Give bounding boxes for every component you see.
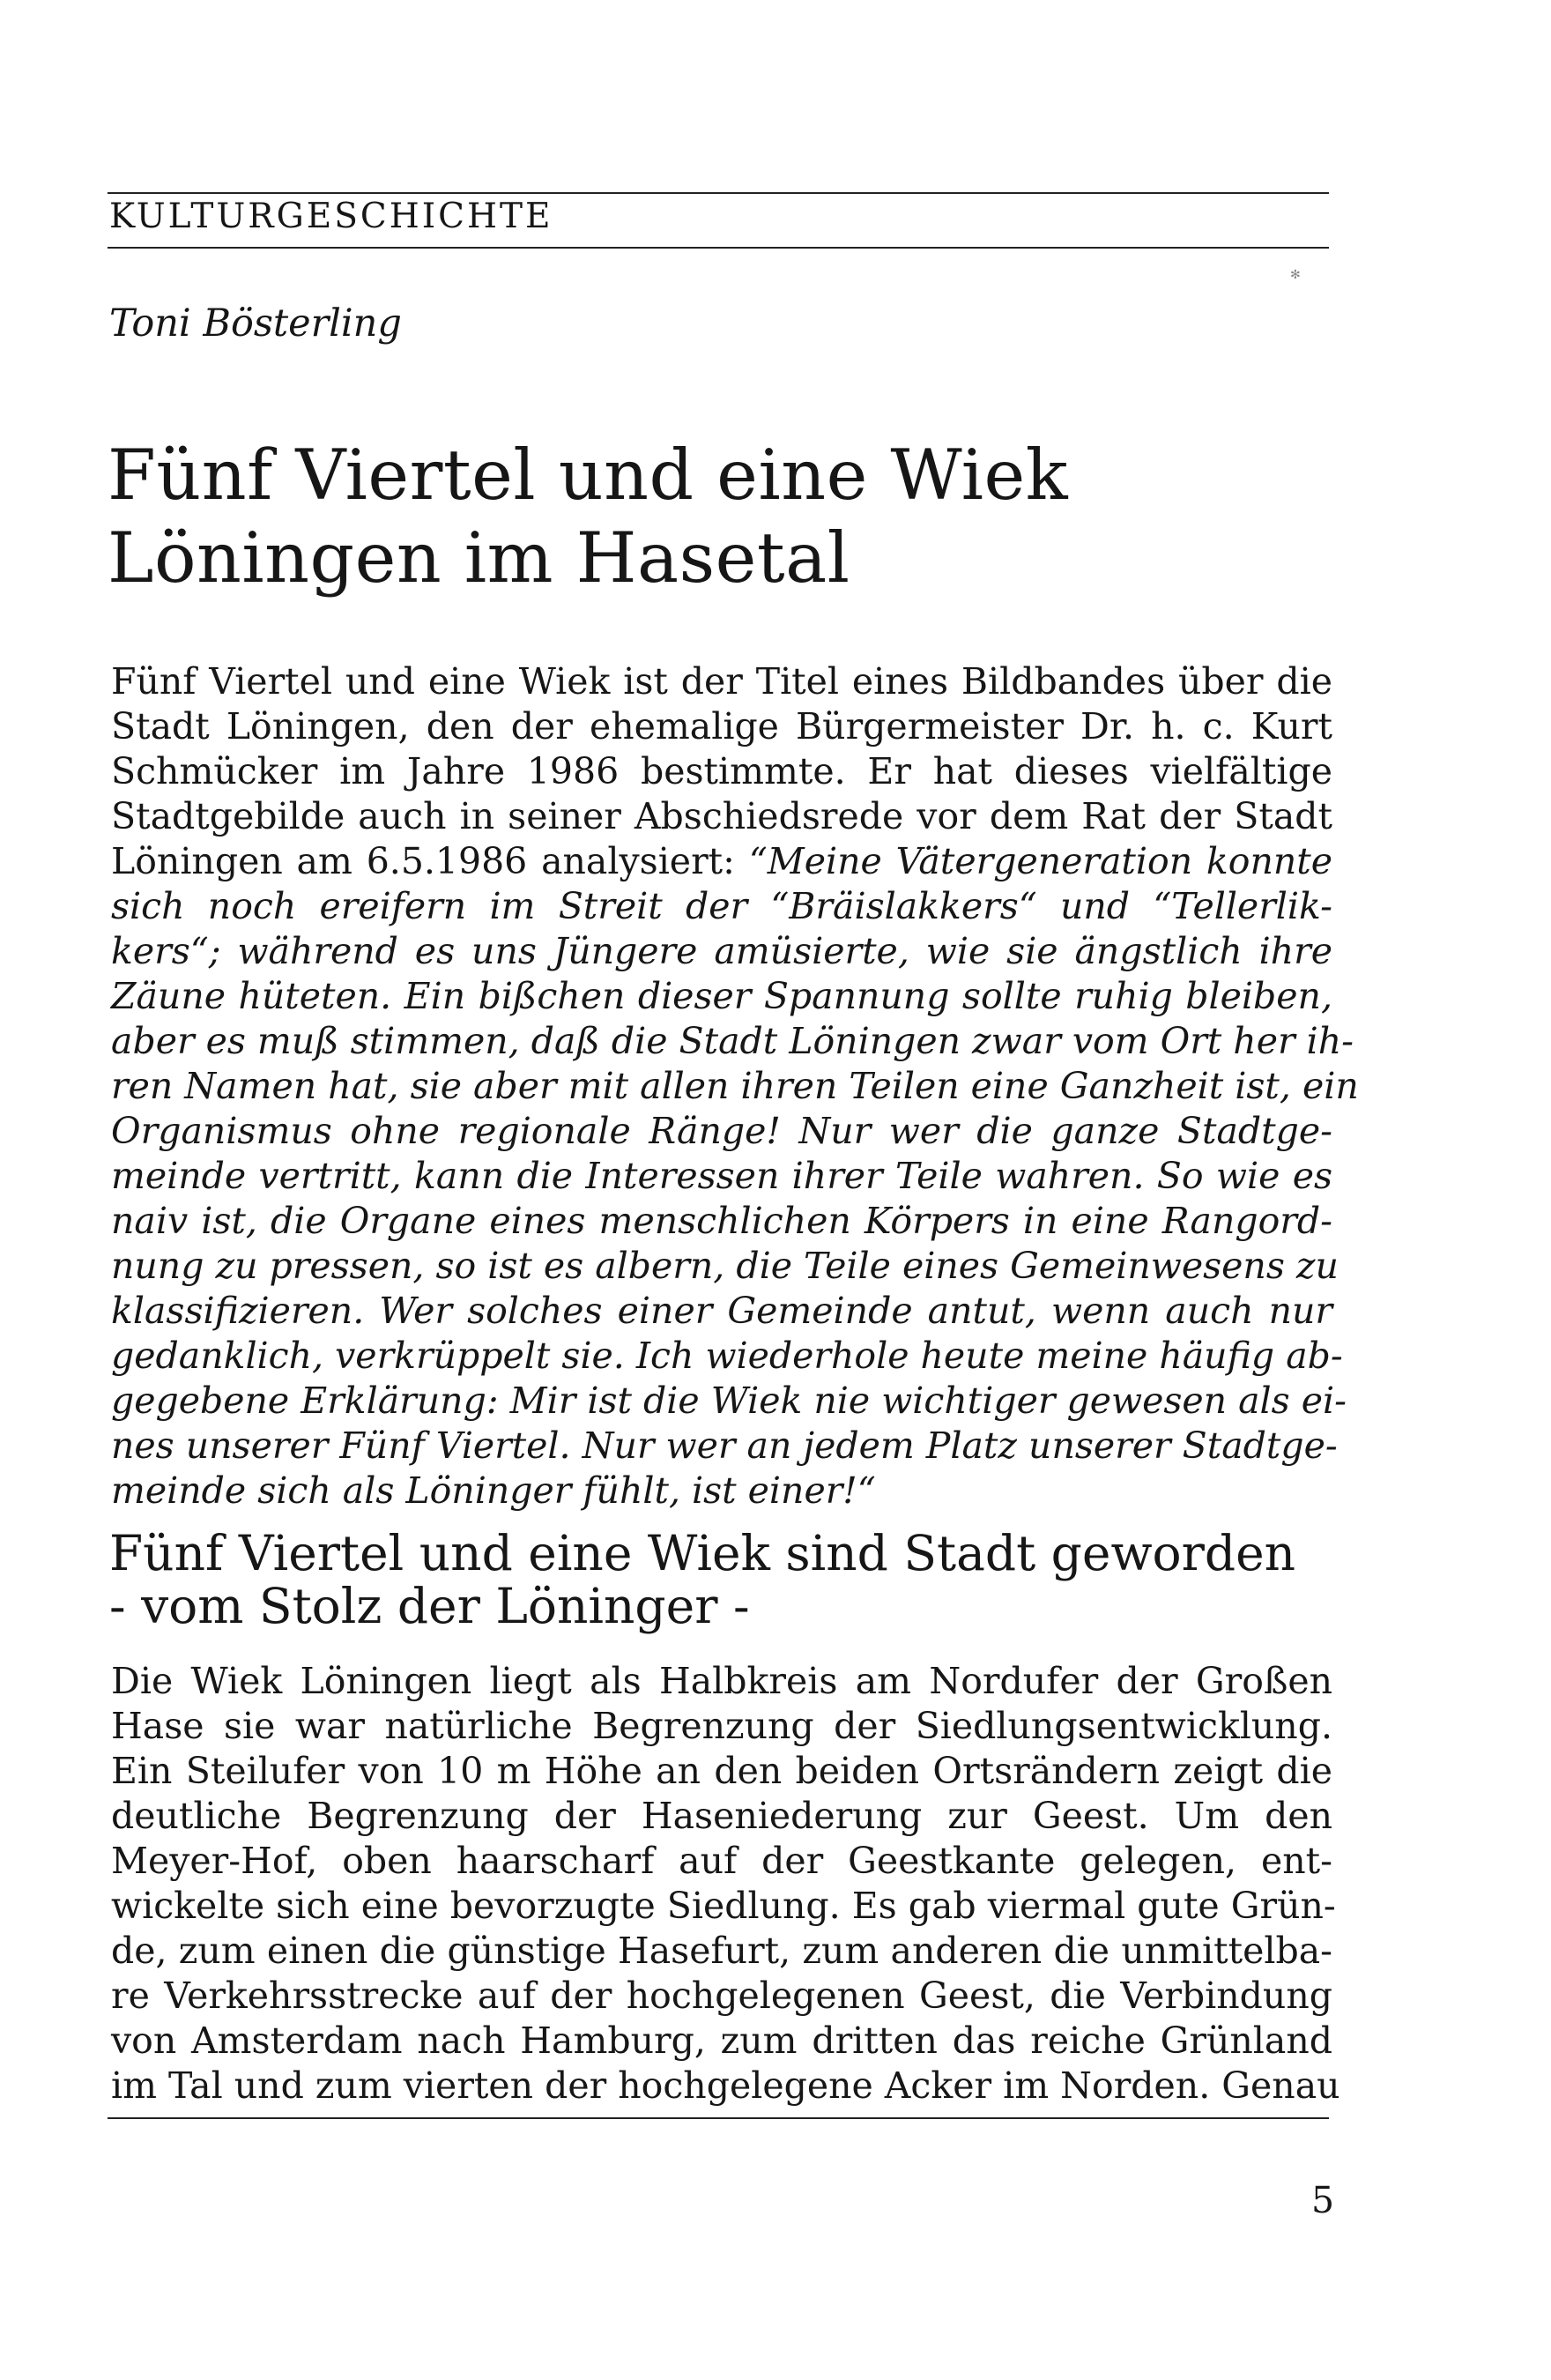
text-line: [111, 839, 1332, 884]
body-paragraph: [111, 1659, 1340, 2109]
text-line: Ein Steilufer von 10 m Höhe an den beiden Ortsrändern zeigt die: [111, 1750, 1332, 1792]
text-line: Schmücker im Jahre 1986 bestimmte. Er hat dieses vielfältige: [111, 750, 1332, 792]
quote-line: gedanklich, verkrüppelt sie. Ich wiederhole heute meine häufig ab-: [111, 1335, 1343, 1377]
section-subheading: [109, 1527, 1295, 1633]
quote-line: klassifizieren. Wer solches einer Gemeinde antut, wenn auch nur: [111, 1290, 1332, 1332]
quote-line: Organismus ohne regionale Ränge! Nur wer die ganze Stadtge-: [111, 1110, 1332, 1152]
text-line: Stadt Löningen, den der ehemalige Bürgermeister Dr. h. c. Kurt: [111, 705, 1332, 747]
quote-line: Zäune hüteten. Ein bißchen dieser Spannung sollte ruhig bleiben,: [111, 975, 1332, 1017]
text-line: Hase sie war natürliche Begrenzung der Siedlungsentwicklung.: [111, 1705, 1332, 1747]
subheading-line: - vom Stolz der Löninger -: [109, 1578, 750, 1634]
article-title: [108, 434, 1068, 599]
text-line: Die Wiek Löningen liegt als Halbkreis am Nordufer der Großen: [111, 1660, 1332, 1702]
header-rule-bottom: [108, 247, 1329, 249]
text-line: Fünf Viertel und eine Wiek ist der Titel eines Bildbandes über die: [111, 660, 1332, 703]
quote-line: meinde sich als Löninger fühlt, ist einer!“: [111, 1469, 876, 1512]
quote-line: nung zu pressen, so ist es albern, die Teile eines Gemeinwesens zu: [111, 1245, 1339, 1287]
section-label: KULTURGESCHICHTE: [109, 197, 553, 236]
text-line: Stadtgebilde auch in seiner Abschiedsrede vor dem Rat der Stadt: [111, 795, 1332, 837]
quote-line: sich noch ereifern im Streit der “Bräislakkers“ und “Tellerlik-: [111, 885, 1332, 927]
print-speck: ✻: [1290, 268, 1301, 282]
text-line: de, zum einen die günstige Hasefurt, zum anderen die unmittelba-: [111, 1930, 1332, 1972]
quote-line: gegebene Erklärung: Mir ist die Wiek nie wichtiger gewesen als ei-: [111, 1380, 1347, 1422]
text-line: re Verkehrsstrecke auf der hochgelegenen Geest, die Verbindung: [111, 1975, 1332, 2017]
quote-start: “Meine Vätergeneration konnte: [748, 840, 1332, 882]
quote-line: aber es muß stimmen, daß die Stadt Löningen zwar vom Ort her ih-: [111, 1020, 1354, 1062]
text-line: im Tal und zum vierten der hochgelegene Acker im Norden. Genau: [111, 2064, 1340, 2107]
quote-line: naiv ist, die Organe eines menschlichen Körpers in eine Rangord-: [111, 1200, 1332, 1242]
quote-line: nes unserer Fünf Viertel. Nur wer an jedem Platz unserer Stadtge-: [111, 1424, 1338, 1467]
title-line: Fünf Viertel und eine Wiek: [108, 435, 1069, 516]
author-name: Toni Bösterling: [109, 301, 402, 346]
text-line: wickelte sich eine bevorzugte Siedlung. Es gab viermal gute Grün-: [111, 1885, 1336, 1927]
text-line: deutliche Begrenzung der Haseniederung zur Geest. Um den: [111, 1795, 1332, 1837]
quote-line: kers“; während es uns Jüngere amüsierte, wie sie ängstlich ihre: [111, 930, 1332, 972]
footer-rule: [108, 2117, 1329, 2119]
quote-line: meinde vertritt, kann die Interessen ihrer Teile wahren. So wie es: [111, 1155, 1332, 1197]
title-line: Löningen im Hasetal: [108, 517, 850, 599]
header-rule-top: [108, 192, 1329, 194]
page-number: 5: [1311, 2179, 1335, 2221]
quote-line: ren Namen hat, sie aber mit allen ihren Teilen eine Ganzheit ist, ein: [111, 1065, 1359, 1107]
text-line: von Amsterdam nach Hamburg, zum dritten das reiche Grünland: [111, 2019, 1332, 2062]
intro-paragraph: [111, 659, 1359, 1514]
subheading-line: Fünf Viertel und eine Wiek sind Stadt geworden: [109, 1525, 1296, 1581]
text-line: Meyer-Hof, oben haarscharf auf der Geestkante gelegen, ent-: [111, 1840, 1332, 1882]
quote-lead: Löningen am 6.5.1986 analysiert:: [111, 840, 749, 882]
